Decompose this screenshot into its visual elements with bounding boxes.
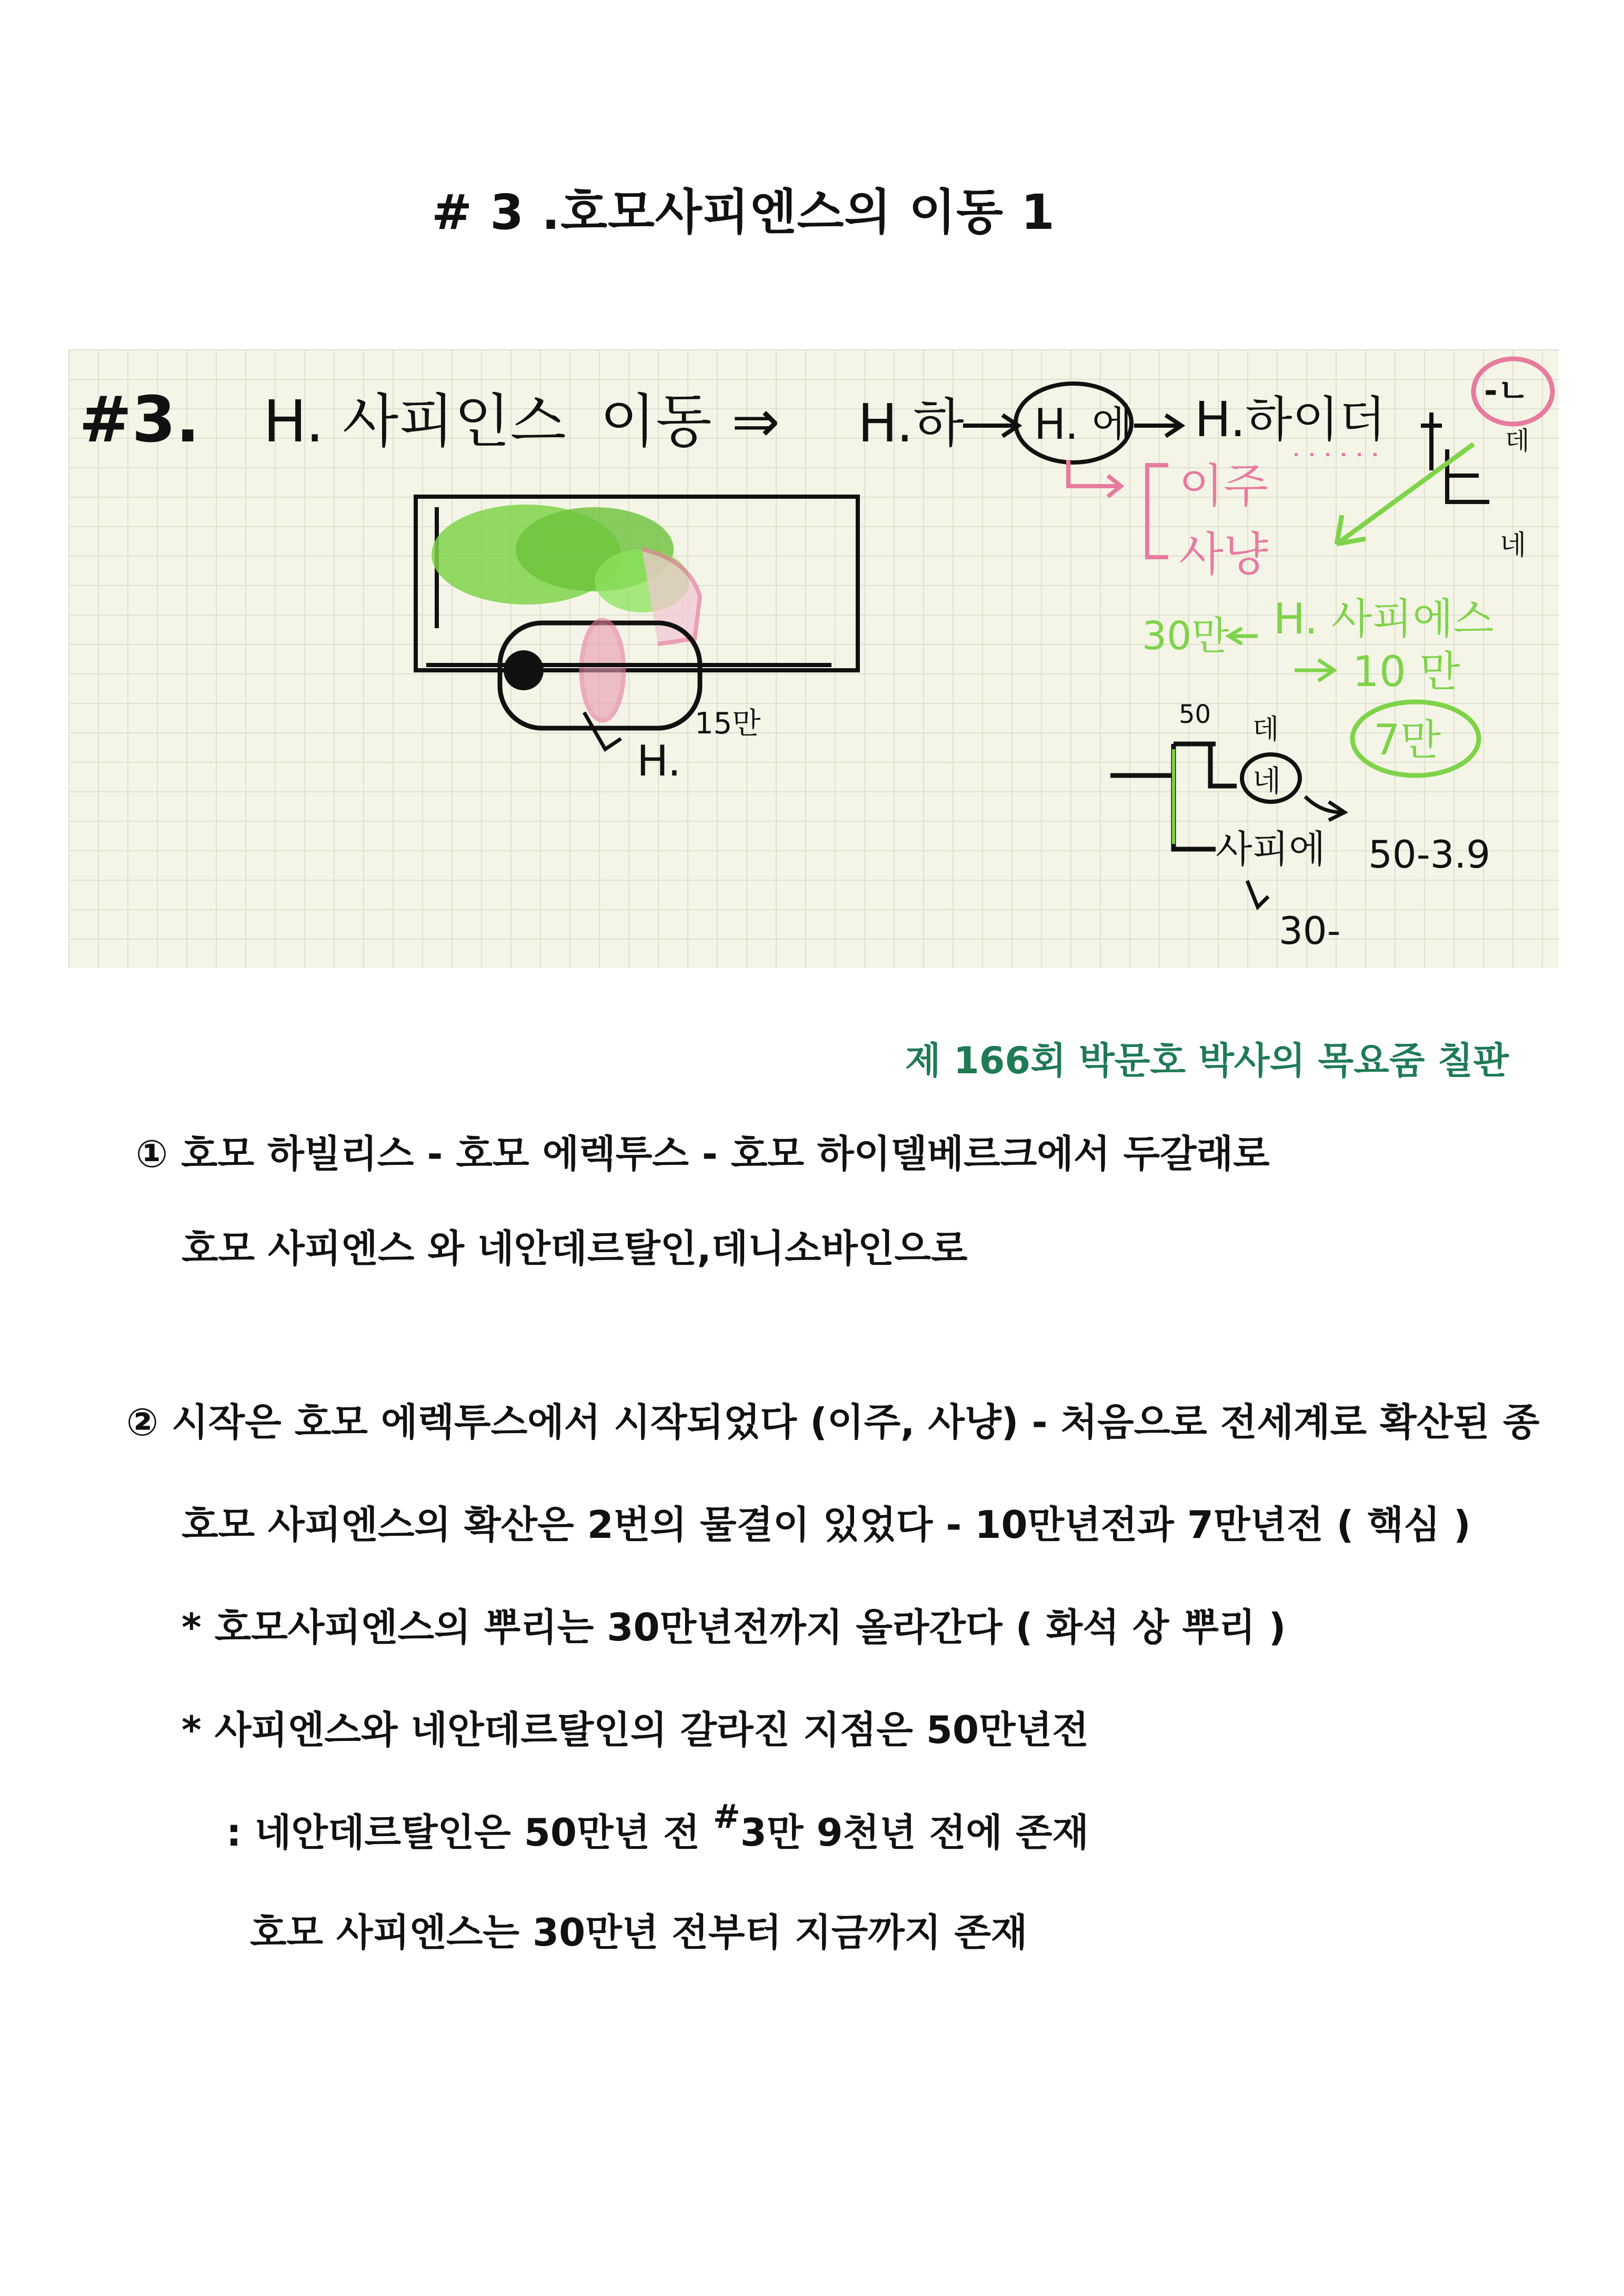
hw-h-ha: H.하 — [858, 392, 964, 454]
text-line-7 — [226, 1797, 1089, 1857]
hw-range1: 50-3.9 — [1368, 832, 1491, 877]
text-line-2: 호모 사피엔스 와 네안데르탈인,데니소바인으로 — [182, 1226, 968, 1271]
handwriting-drawing — [68, 349, 1559, 968]
text-line-4: 호모 사피엔스의 확산은 2번의 물결이 있었다 - 10만년전과 7만년전 ( 핵심 ) — [182, 1503, 1471, 1547]
hw-years10: 10 만 — [1352, 647, 1460, 696]
hw-num: #3. — [79, 384, 200, 457]
hw-years7: 7만 — [1374, 716, 1441, 764]
hw-h-heidel: H.하이더 — [1195, 391, 1386, 448]
text-line-7b: 3만 9천년 전에 존재 — [740, 1810, 1089, 1855]
page-title: # 3 .호모사피엔스의 이동 1 — [432, 184, 1056, 240]
board-source-caption: 제 166회 박문호 박사의 목요줌 칠판 — [905, 1039, 1509, 1082]
blackboard-image — [68, 349, 1559, 968]
hw-tree-sapience: 사피에 — [1216, 827, 1326, 871]
text-line-1: ① 호모 하빌리스 - 호모 에렉투스 - 호모 하이델베르크에서 두갈래로 — [136, 1132, 1270, 1176]
hw-ijoo: 이주 — [1179, 459, 1269, 513]
hw-tree-50: 50 — [1179, 700, 1211, 729]
hash-mark: # — [713, 1797, 740, 1836]
text-line-3: ② 시작은 호모 에렉투스에서 시작되었다 (이주, 사냥) - 처음으로 전세계로 확산된 종 — [126, 1400, 1540, 1444]
text-line-8: 호모 사피엔스는 30만년 전부터 지금까지 존재 — [250, 1910, 1028, 1955]
hw-left-15man: 15만 — [695, 707, 761, 741]
hw-range2: 30- — [1279, 909, 1341, 953]
hw-sanyang: 사냥 — [1179, 527, 1269, 581]
hw-ne: -ㄴ — [1484, 371, 1529, 410]
hw-h-sapiens: H. 사피인스 — [263, 388, 566, 455]
hw-tree-ne: 네 — [1500, 530, 1527, 561]
hw-tree-ne-circle: 네 — [1252, 764, 1281, 799]
hw-h-e: H. 에 — [1034, 400, 1132, 449]
text-line-7a: : 네안데르탈인은 50만년 전 — [226, 1810, 713, 1855]
hw-left-h: H. — [637, 737, 681, 786]
hw-arrow: ⇒ — [731, 388, 780, 455]
text-line-6: * 사피엔스와 네안데르탈인의 갈라진 지점은 50만년전 — [182, 1708, 1089, 1752]
text-line-5: * 호모사피엔스의 뿌리는 30만년전까지 올라간다 ( 화석 상 뿌리 ) — [182, 1605, 1286, 1649]
hw-idong: 이동 — [600, 388, 712, 455]
hw-tree-bottom-de: 데 — [1252, 714, 1279, 746]
hw-green-sapience: H. 사피에스 — [1274, 595, 1494, 643]
hw-30man: 30만 — [1142, 613, 1229, 659]
hw-tree-de: 데 — [1505, 426, 1530, 456]
